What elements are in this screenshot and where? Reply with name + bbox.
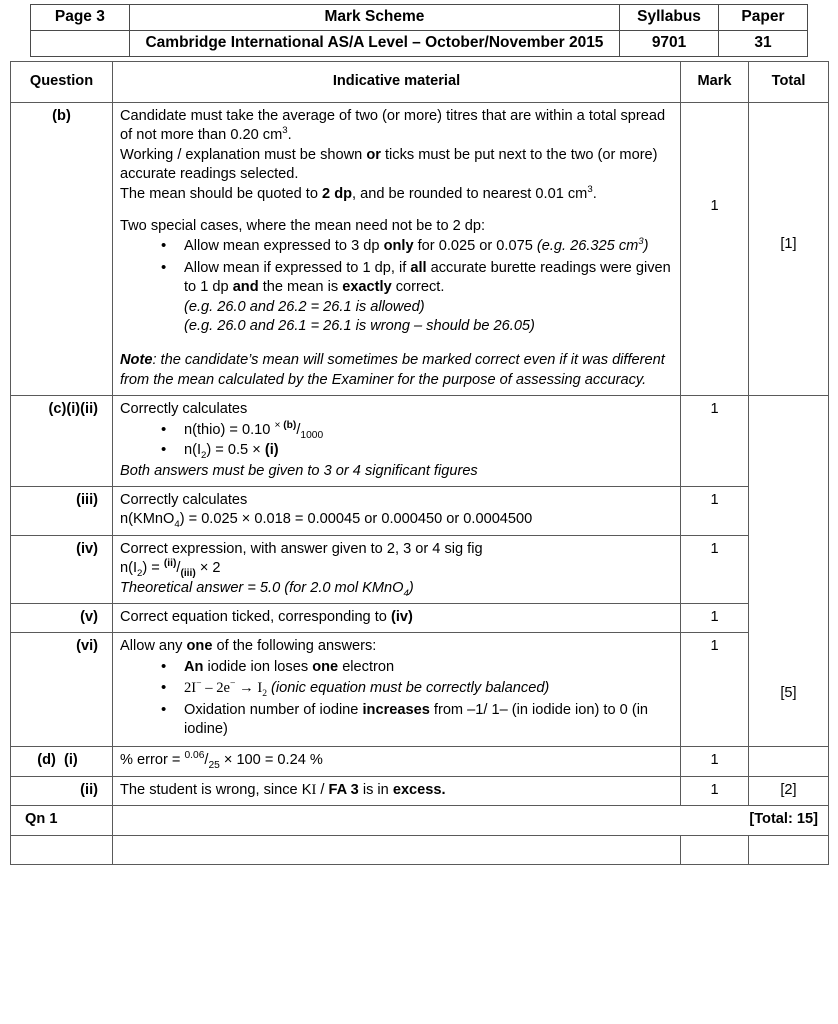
d-i-line: % error = $^{0.06}/_{25} \times 100 = 0.24$ % [120, 750, 323, 772]
superscript-3: 3 [587, 183, 593, 195]
question-total-value: [Total: 15] [113, 806, 829, 835]
total-value-b [749, 103, 829, 396]
exam-series-cell: Cambridge International AS/A Level – October/November 2015 [129, 31, 619, 57]
question-label-b: (b) [11, 103, 113, 396]
superscript-3: 3 [638, 236, 644, 248]
mark-value-d-i: 1 [681, 747, 749, 776]
page-header-table [30, 4, 808, 57]
iv-line-2: $n(I_2) = ^{(ii)}/_{(iii)} \times 2$ [120, 558, 221, 580]
mark-number: 1 [710, 198, 719, 214]
table-header-row [11, 62, 829, 103]
paragraph-spacer [120, 204, 673, 217]
mark-scheme-table [10, 61, 829, 865]
mark-value-iv: 1 [681, 535, 749, 603]
page-number-cell: Page 3 [31, 5, 130, 31]
list-item: • n(thio) = 0.10 $^{\times (b)}/_{1000}$ [184, 421, 673, 440]
c-bullet-list [120, 421, 673, 461]
list-item: • Oxidation number of iodine increases from –1/ 1– (in iodide ion) to 0 (in iodine) [184, 701, 673, 740]
iii-line-1: Correctly calculates [120, 491, 248, 508]
superscript-3: 3 [282, 125, 288, 137]
col-header-mark: Mark [681, 62, 749, 103]
list-item: • Allow mean if expressed to 1 dp, if all accurate burette readings were given to 1 dp and the mean is exactly correct. (e.g. 26.0 and 26.2 = 26.1 is allowed) (e.g. 26.0 and 26.1 = 26.1 is wrong – should be 26.05) [184, 259, 673, 337]
iv-line-3: Theoretical answer = 5.0 (for 2.0 mol KMnO$_4$) [120, 579, 414, 599]
question-label-iii: (iii) [11, 486, 113, 535]
subscript-4: 4 [403, 587, 409, 599]
total-value-d-i [749, 747, 829, 776]
superscript-minus: − [229, 678, 236, 690]
table-row-question-total [11, 806, 829, 835]
table-row [11, 103, 829, 396]
total-value-c-group [749, 396, 829, 747]
list-item: • An iodide ion loses one electron [184, 658, 673, 677]
mark-value-c-i-ii: 1 [681, 396, 749, 487]
col-header-question: Question [11, 62, 113, 103]
paragraph-spacer [120, 338, 673, 351]
table-row-clipped [11, 835, 829, 864]
header-blank-cell [31, 31, 130, 57]
question-label-clipped [11, 835, 113, 864]
b-para-1: Candidate must take the average of two (or more) titres that are within a total spread of not more than 0.20 $cm^3$. [120, 108, 666, 144]
indicative-material-d-ii [113, 776, 681, 805]
table-row [11, 486, 829, 535]
header-row-bottom [31, 31, 808, 57]
table-row [11, 633, 829, 747]
mark-value-b [681, 103, 749, 396]
subscript-2: 2 [137, 568, 143, 580]
fraction-ii-over-iii: $^{(ii)}/_{(iii)}$ [163, 558, 196, 580]
indicative-material-iv [113, 535, 681, 603]
vi-line-1: Allow any one of the following answers: [120, 638, 377, 655]
col-header-total: Total [749, 62, 829, 103]
table-row [11, 776, 829, 805]
mark-value-clipped [681, 835, 749, 864]
iii-line-2: n(KMnO$_4$) = 0.025 × 0.018 = 0.00045 or 0.000450 or 0.0004500 [120, 511, 533, 531]
question-label-d-i: (d) (i) [11, 747, 113, 776]
subscript-2: 2 [201, 450, 207, 461]
mark-value-v: 1 [681, 603, 749, 632]
iv-line-1: Correct expression, with answer given to 2, 3 or 4 sig fig [120, 540, 483, 557]
indicative-material-clipped [113, 835, 681, 864]
indicative-material-v [113, 603, 681, 632]
c-line-italic: Both answers must be given to 3 or 4 significant figures [120, 462, 478, 479]
question-label-d-ii: (ii) [11, 776, 113, 805]
indicative-material-d-i [113, 747, 681, 776]
list-item: • $n(I_2) = 0.5 \times (i)$ [184, 441, 673, 460]
mark-value-d-ii: 1 [681, 776, 749, 805]
c-line-1: Correctly calculates [120, 401, 248, 418]
table-row [11, 535, 829, 603]
indicative-material-vi [113, 633, 681, 747]
indicative-material-iii [113, 486, 681, 535]
total-number: [5] [780, 684, 797, 701]
list-item: • $2I^- - 2e^- \to I_2$ (ionic equation must be correctly balanced) [184, 679, 673, 698]
table-row [11, 396, 829, 487]
paper-code-cell: 31 [718, 31, 807, 57]
b-para-3: The mean should be quoted to 2 dp, and be rounded to nearest 0.01 $cm^3$. [120, 183, 597, 202]
header-row-top [31, 5, 808, 31]
superscript-minus: − [196, 678, 202, 690]
subscript-2: 2 [262, 688, 267, 700]
fraction-b-over-1000: $^{\times (b)}/_{1000}$ [274, 419, 324, 441]
subscript-4: 4 [174, 519, 180, 531]
total-value-d-ii: [2] [749, 776, 829, 805]
paper-header-cell: Paper [718, 5, 807, 31]
col-header-indicative-material: Indicative material [113, 62, 681, 103]
document-title-cell: Mark Scheme [129, 5, 619, 31]
mark-value-vi: 1 [681, 633, 749, 747]
b-para-2: Working / explanation must be shown or ticks must be put next to the two (or more) accurate readings selected. [120, 146, 658, 183]
indicative-material-c-i-ii [113, 396, 681, 487]
b-note: Note: the candidate’s mean will sometimes be marked correct even if it was different from the mean calculated by the Examiner for the purpose of assessing accuracy. [120, 352, 665, 388]
question-label-c-i-ii: (c)(i)(ii) [11, 396, 113, 487]
list-item: • Allow mean expressed to 3 dp only for 0.025 or 0.075 (e.g. 26.325 $cm^3$) [184, 237, 673, 256]
d-ii-line: The student is wrong, since KI / FA 3 is in excess. [120, 781, 446, 798]
vi-bullet-list [120, 658, 673, 740]
table-row [11, 603, 829, 632]
b-para-4: Two special cases, where the mean need not be to 2 dp: [120, 218, 486, 235]
b-bullet-list [120, 237, 673, 336]
total-value-clipped [749, 835, 829, 864]
syllabus-header-cell: Syllabus [620, 5, 719, 31]
question-total-label: Qn 1 [11, 806, 113, 835]
indicative-material-b [113, 103, 681, 396]
table-row [11, 747, 829, 776]
question-label-iv: (iv) [11, 535, 113, 603]
syllabus-code-cell: 9701 [620, 31, 719, 57]
fraction-006-over-25: $^{0.06}/_{25}$ [184, 750, 220, 772]
mark-value-iii: 1 [681, 486, 749, 535]
v-line-1: Correct equation ticked, corresponding to (iv) [120, 608, 413, 625]
question-label-v: (v) [11, 603, 113, 632]
total-number: [1] [780, 236, 797, 252]
question-label-vi: (vi) [11, 633, 113, 747]
